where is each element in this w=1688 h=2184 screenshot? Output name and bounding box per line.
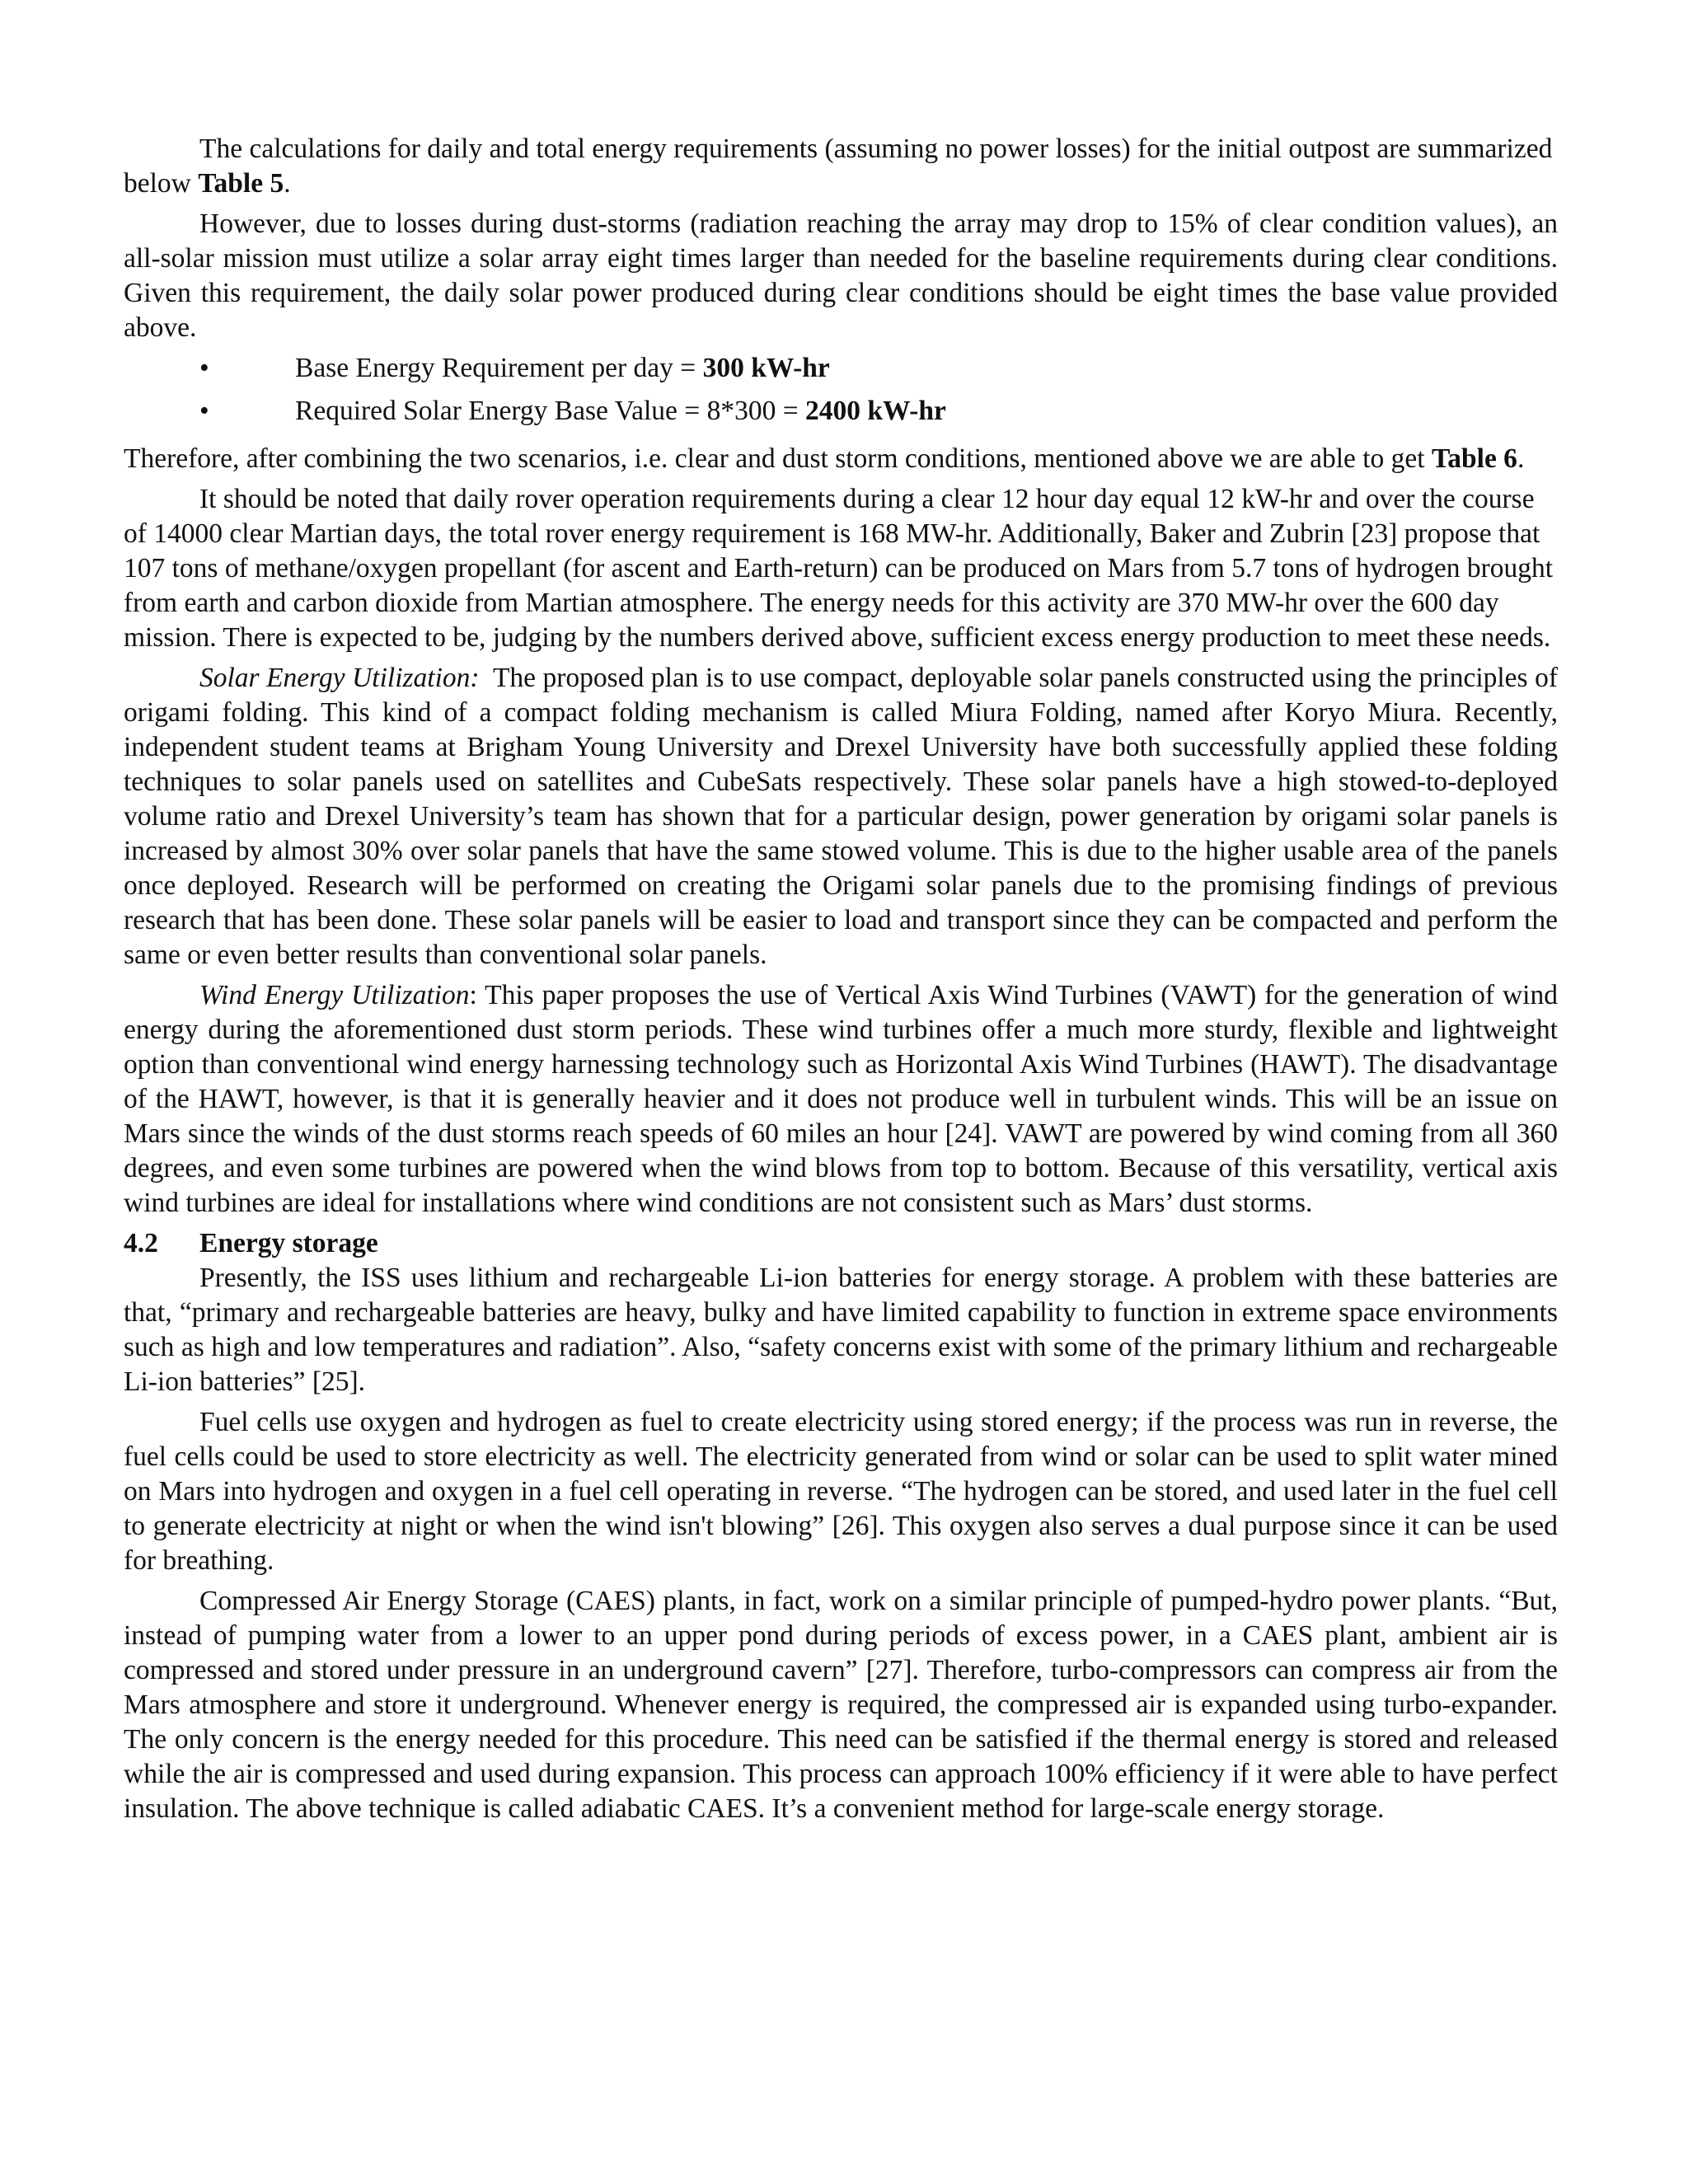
section-title: Energy storage [199, 1228, 378, 1258]
paragraph-iss-batteries: Presently, the ISS uses lithium and rechargeable Li-ion batteries for energy storage. A problem with these batteries are that, “primary and rechargeable batteries are heavy, bulky and have limited capability to function in extreme space environments such as high and low temperatures and radiation”. Also, “safety concerns exist with some of the primary lithium and rechargeable Li-ion batteries” [25]. [124, 1263, 1558, 1397]
table-6-reference: Table 6 [1431, 443, 1517, 474]
list-item: • Required Solar Energy Base Value = 8*300 = 2400 kW-hr [124, 394, 1558, 437]
energy-requirement-list [124, 351, 1558, 437]
bullet-icon: • [199, 396, 209, 426]
section-heading-energy-storage [124, 1226, 1558, 1261]
paragraph-solar-energy: Solar Energy Utilization: The proposed plan is to use compact, deployable solar panels constructed using the principles of origami folding. This kind of a compact folding mechanism is called Miura Folding, named after Koryo Miura. Recently, independent student teams at Brigham Young University and Drexel University have both successfully applied these folding techniques to solar panels used on satellites and CubeSats respectively. These solar panels have a high stowed-to-deployed volume ratio and Drexel University’s team has shown that for a particular design, power generation by origami solar panels is increased by almost 30% over solar panels that have the same stowed volume. This is due to the higher usable area of the panels once deployed. Research will be performed on creating the Origami solar panels due to the promising findings of previous research that has been done. These solar panels will be easier to load and transport since they can be compacted and perform the same or even better results than conventional solar panels. [124, 663, 1565, 970]
bullet-icon: • [199, 353, 209, 383]
wind-energy-lead: Wind Energy Utilization [199, 980, 470, 1010]
section-number: 4.2 [124, 1228, 158, 1258]
solar-energy-lead: Solar Energy Utilization: [199, 663, 480, 693]
paragraph-dust-storm-losses: However, due to losses during dust-storms (radiation reaching the array may drop to 15% of clear condition values), an all-solar mission must utilize a solar array eight times larger than needed for the baseline requirements during clear conditions. Given this requirement, the daily solar power produced during clear conditions should be eight times the base value provided above. [124, 209, 1558, 343]
table-5-reference: Table 5 [198, 168, 284, 199]
list-item: • Base Energy Requirement per day = 300 kW-hr [124, 351, 1558, 394]
paper-page [124, 132, 1565, 1832]
paragraph-caes: Compressed Air Energy Storage (CAES) plants, in fact, work on a similar principle of pumped-hydro power plants. “But, instead of pumping water from a lower to an upper pond during periods of excess power, in a CAES plant, ambient air is compressed and stored under pressure in an underground cavern” [27]. Therefore, turbo-compressors can compress air from the Mars atmosphere and store it underground. Whenever energy is required, the compressed air is expanded using turbo-expander. The only concern is the energy needed for this procedure. This need can be satisfied if the thermal energy is stored and released while the air is compressed and used during expansion. This process can approach 100% efficiency if it were able to have perfect insulation. The above technique is called adiabatic CAES. It’s a convenient method for large-scale energy storage. [124, 1586, 1558, 1824]
paragraph-energy-calculations: The calculations for daily and total energy requirements (assuming no power losses) for the initial outpost are summarized below Table 5. [124, 134, 1553, 199]
paragraph-fuel-cells: Fuel cells use oxygen and hydrogen as fuel to create electricity using stored energy; if the process was run in reverse, the fuel cells could be used to store electricity as well. The electricity generated from wind or solar can be used to split water mined on Mars into hydrogen and oxygen in a fuel cell operating in reverse. “The hydrogen can be stored, and used later in the fuel cell to generate electricity at night or when the wind isn't blowing” [26]. This oxygen also serves a dual purpose since it can be used for breathing. [124, 1407, 1558, 1576]
paragraph-wind-energy: Wind Energy Utilization: This paper proposes the use of Vertical Axis Wind Turbines (VAWT) for the generation of wind energy during the aforementioned dust storm periods. These wind turbines offer a much more sturdy, flexible and lightweight option than conventional wind energy harnessing technology such as Horizontal Axis Wind Turbines (HAWT). The disadvantage of the HAWT, however, is that it is generally heavier and it does not produce well in turbulent winds. This will be an issue on Mars since the winds of the dust storms reach speeds of 60 miles an hour [24]. VAWT are powered by wind coming from all 360 degrees, and even some turbines are powered when the wind blows from top to bottom. Because of this versatility, vertical axis wind turbines are ideal for installations where wind conditions are not consistent such as Mars’ dust storms. [124, 980, 1558, 1218]
paragraph-combined-scenarios: Therefore, after combining the two scenarios, i.e. clear and dust storm conditions, mentioned above we are able to get Table 6. [124, 443, 1525, 474]
paragraph-rover-requirements: It should be noted that daily rover operation requirements during a clear 12 hour day equal 12 kW-hr and over the course of 14000 clear Martian days, the total rover energy requirement is 168 MW-hr. Additionally, Baker and Zubrin [23] propose that 107 tons of methane/oxygen propellant (for ascent and Earth-return) can be produced on Mars from 5.7 tons of hydrogen brought from earth and carbon dioxide from Martian atmosphere. The energy needs for this activity are 370 MW-hr over the 600 day mission. There is expected to be, judging by the numbers derived above, sufficient excess energy production to meet these needs. [124, 484, 1554, 653]
